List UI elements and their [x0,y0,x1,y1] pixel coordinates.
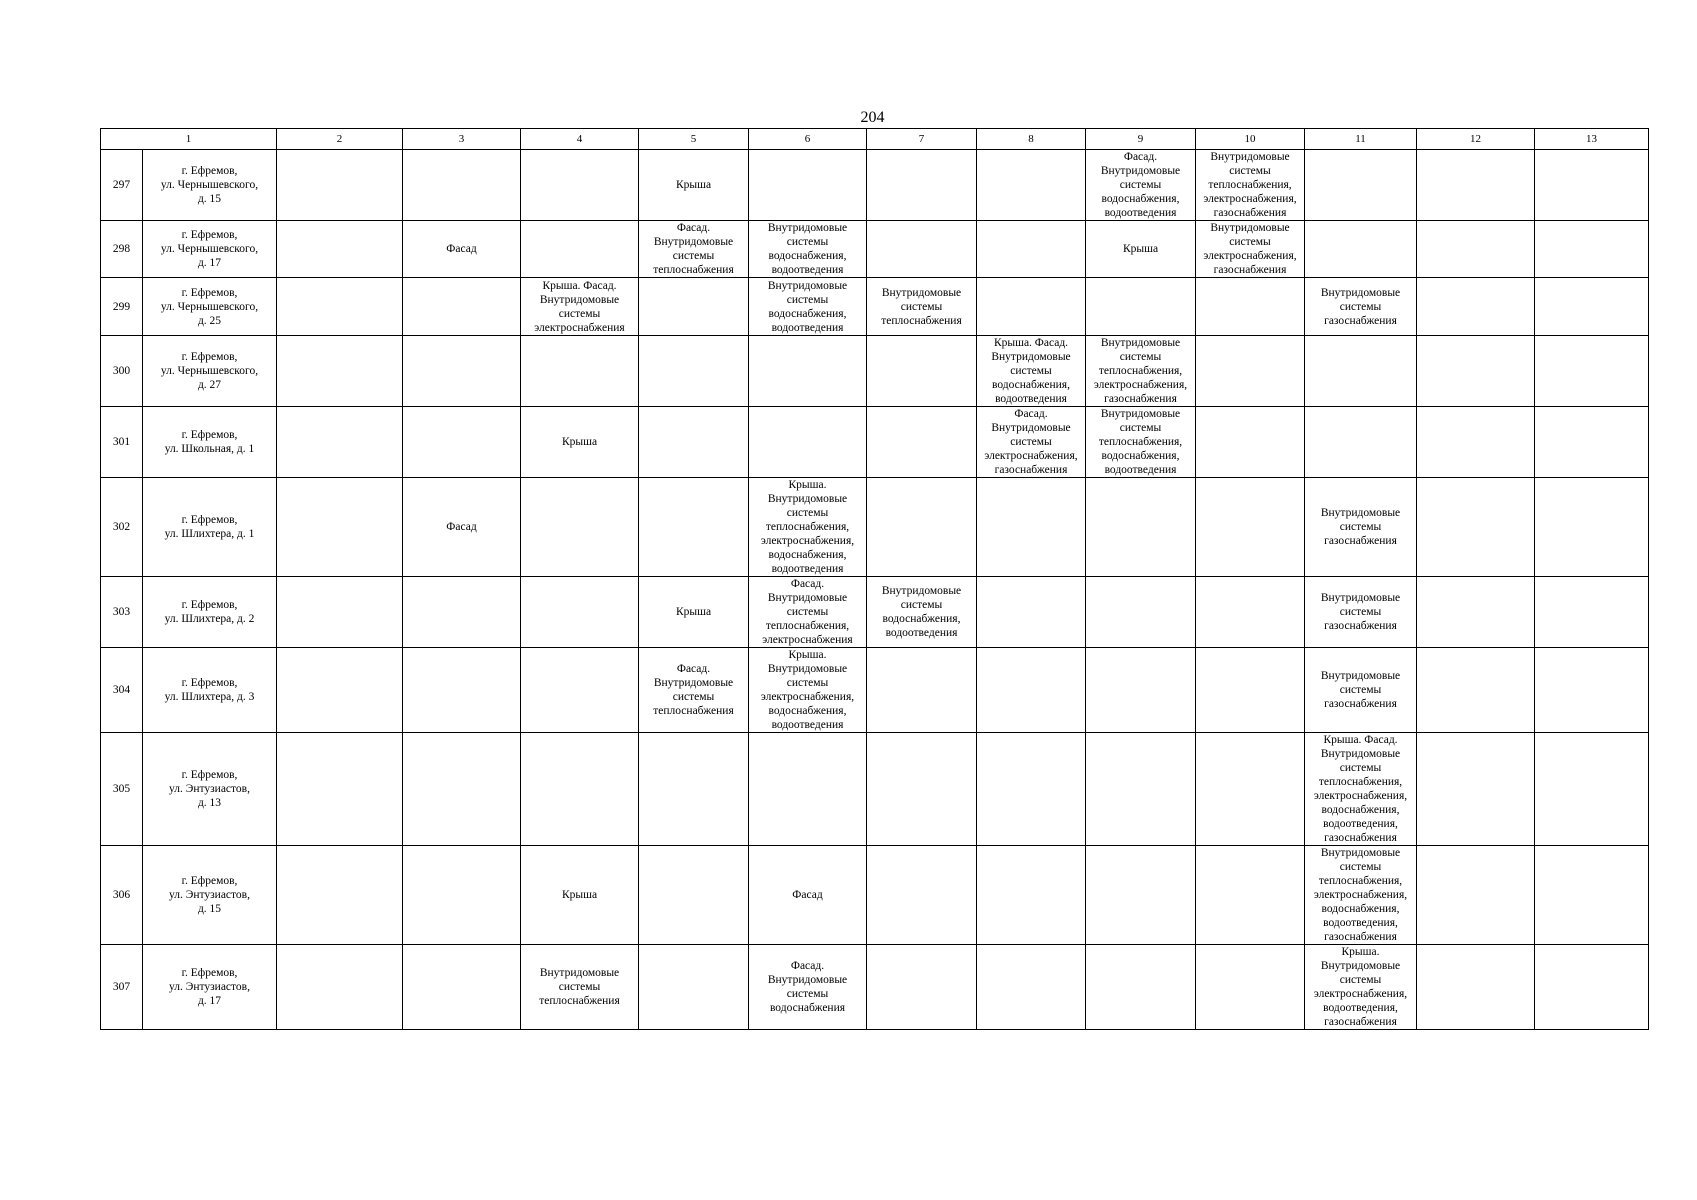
column-header: 4 [521,129,639,150]
work-cell-col-13 [1535,733,1649,846]
table-row [101,945,1649,1030]
column-header: 3 [403,129,521,150]
work-cell-col-10 [1196,478,1305,577]
work-cell-col-8 [977,221,1086,278]
row-number: 303 [101,577,143,648]
work-cell-col-10 [1196,648,1305,733]
work-cell-col-11: Крыша. Внутридомовые системы электроснабжения, водоотведения, газоснабжения [1305,945,1417,1030]
work-cell-col-9 [1086,478,1196,577]
work-cell-col-3 [403,945,521,1030]
address-cell: г. Ефремов, ул. Чернышевского, д. 17 [143,221,277,278]
work-cell-col-9 [1086,648,1196,733]
row-number: 302 [101,478,143,577]
work-cell-col-4 [521,221,639,278]
address-cell: г. Ефремов, ул. Школьная, д. 1 [143,407,277,478]
work-cell-col-5: Крыша [639,150,749,221]
work-cell-col-7 [867,150,977,221]
work-cell-col-11 [1305,221,1417,278]
work-cell-col-6: Фасад. Внутридомовые системы теплоснабжения, электроснабжения [749,577,867,648]
work-cell-col-4 [521,648,639,733]
work-cell-col-11: Крыша. Фасад. Внутридомовые системы теплоснабжения, электроснабжения, водоснабжения, водоотведения, газоснабжения [1305,733,1417,846]
work-cell-col-12 [1417,336,1535,407]
table-row [101,648,1649,733]
work-cell-col-5: Фасад. Внутридомовые системы теплоснабжения [639,648,749,733]
work-cell-col-7 [867,733,977,846]
address-cell: г. Ефремов, ул. Энтузиастов, д. 13 [143,733,277,846]
row-number: 300 [101,336,143,407]
work-cell-col-13 [1535,577,1649,648]
table-row [101,407,1649,478]
work-cell-col-6: Фасад [749,846,867,945]
work-cell-col-2 [277,733,403,846]
table-body [101,129,1649,1030]
work-cell-col-11: Внутридомовые системы газоснабжения [1305,278,1417,336]
work-cell-col-10: Внутридомовые системы теплоснабжения, электроснабжения, газоснабжения [1196,150,1305,221]
work-cell-col-3 [403,733,521,846]
work-cell-col-9 [1086,945,1196,1030]
table-row [101,336,1649,407]
address-cell: г. Ефремов, ул. Чернышевского, д. 27 [143,336,277,407]
work-cell-col-12 [1417,278,1535,336]
work-cell-col-6 [749,733,867,846]
work-cell-col-11: Внутридомовые системы газоснабжения [1305,648,1417,733]
work-cell-col-2 [277,407,403,478]
work-cell-col-11: Внутридомовые системы газоснабжения [1305,577,1417,648]
work-cell-col-13 [1535,407,1649,478]
work-cell-col-10 [1196,336,1305,407]
work-cell-col-13 [1535,478,1649,577]
work-cell-col-2 [277,478,403,577]
column-header: 1 [101,129,277,150]
work-cell-col-9: Крыша [1086,221,1196,278]
address-cell: г. Ефремов, ул. Шлихтера, д. 3 [143,648,277,733]
work-cell-col-7: Внутридомовые системы теплоснабжения [867,278,977,336]
work-cell-col-7 [867,945,977,1030]
work-cell-col-10 [1196,945,1305,1030]
column-header: 5 [639,129,749,150]
column-header: 11 [1305,129,1417,150]
header-row [101,129,1649,150]
table-row [101,733,1649,846]
work-cell-col-8 [977,278,1086,336]
table-row [101,278,1649,336]
row-number: 304 [101,648,143,733]
row-number: 305 [101,733,143,846]
work-cell-col-13 [1535,846,1649,945]
work-cell-col-6 [749,150,867,221]
work-cell-col-11: Внутридомовые системы газоснабжения [1305,478,1417,577]
row-number: 307 [101,945,143,1030]
row-number: 306 [101,846,143,945]
work-cell-col-2 [277,336,403,407]
work-cell-col-5 [639,846,749,945]
column-header: 6 [749,129,867,150]
work-cell-col-13 [1535,278,1649,336]
column-header: 12 [1417,129,1535,150]
work-cell-col-4 [521,150,639,221]
work-cell-col-5 [639,945,749,1030]
work-cell-col-10 [1196,577,1305,648]
work-cell-col-4 [521,733,639,846]
work-cell-col-3 [403,648,521,733]
work-cell-col-5: Крыша [639,577,749,648]
work-cell-col-3 [403,278,521,336]
work-cell-col-3 [403,407,521,478]
table-row [101,150,1649,221]
work-cell-col-9 [1086,278,1196,336]
work-cell-col-2 [277,945,403,1030]
work-cell-col-4: Крыша [521,846,639,945]
work-cell-col-7 [867,407,977,478]
work-cell-col-11 [1305,407,1417,478]
work-cell-col-5 [639,407,749,478]
work-cell-col-3: Фасад [403,221,521,278]
work-cell-col-2 [277,648,403,733]
work-cell-col-12 [1417,407,1535,478]
work-cell-col-7 [867,846,977,945]
address-cell: г. Ефремов, ул. Чернышевского, д. 25 [143,278,277,336]
work-cell-col-8 [977,577,1086,648]
work-cell-col-8 [977,648,1086,733]
row-number: 301 [101,407,143,478]
work-cell-col-7 [867,221,977,278]
table-row [101,478,1649,577]
work-cell-col-2 [277,221,403,278]
work-cell-col-8 [977,150,1086,221]
work-cell-col-4: Крыша [521,407,639,478]
column-header: 2 [277,129,403,150]
work-cell-col-13 [1535,945,1649,1030]
work-cell-col-6: Внутридомовые системы водоснабжения, водоотведения [749,221,867,278]
column-header: 10 [1196,129,1305,150]
work-cell-col-12 [1417,150,1535,221]
table-row [101,577,1649,648]
work-cell-col-4 [521,577,639,648]
work-cell-col-12 [1417,846,1535,945]
work-cell-col-3: Фасад [403,478,521,577]
table-row [101,846,1649,945]
column-header: 8 [977,129,1086,150]
work-cell-col-3 [403,846,521,945]
work-cell-col-2 [277,846,403,945]
work-cell-col-5: Фасад. Внутридомовые системы теплоснабжения [639,221,749,278]
work-cell-col-12 [1417,733,1535,846]
repair-schedule-table [100,128,1649,1030]
work-cell-col-8 [977,945,1086,1030]
work-cell-col-8: Крыша. Фасад. Внутридомовые системы водоснабжения, водоотведения [977,336,1086,407]
work-cell-col-9 [1086,577,1196,648]
work-cell-col-8 [977,733,1086,846]
column-header: 13 [1535,129,1649,150]
work-cell-col-6: Фасад. Внутридомовые системы водоснабжения [749,945,867,1030]
work-cell-col-5 [639,478,749,577]
work-cell-col-11: Внутридомовые системы теплоснабжения, электроснабжения, водоснабжения, водоотведения, газоснабжения [1305,846,1417,945]
work-cell-col-8 [977,478,1086,577]
work-cell-col-5 [639,733,749,846]
work-cell-col-2 [277,577,403,648]
work-cell-col-10 [1196,846,1305,945]
work-cell-col-11 [1305,150,1417,221]
work-cell-col-13 [1535,648,1649,733]
work-cell-col-4: Крыша. Фасад. Внутридомовые системы электроснабжения [521,278,639,336]
address-cell: г. Ефремов, ул. Энтузиастов, д. 15 [143,846,277,945]
work-cell-col-12 [1417,945,1535,1030]
work-cell-col-2 [277,150,403,221]
work-cell-col-4 [521,478,639,577]
work-cell-col-13 [1535,150,1649,221]
work-cell-col-9: Внутридомовые системы теплоснабжения, водоснабжения, водоотведения [1086,407,1196,478]
work-cell-col-6 [749,407,867,478]
work-cell-col-10 [1196,733,1305,846]
work-cell-col-9: Внутридомовые системы теплоснабжения, электроснабжения, газоснабжения [1086,336,1196,407]
work-cell-col-10 [1196,278,1305,336]
address-cell: г. Ефремов, ул. Шлихтера, д. 2 [143,577,277,648]
work-cell-col-7 [867,478,977,577]
work-cell-col-7 [867,336,977,407]
work-cell-col-7 [867,648,977,733]
work-cell-col-12 [1417,577,1535,648]
work-cell-col-13 [1535,221,1649,278]
work-cell-col-9 [1086,733,1196,846]
address-cell: г. Ефремов, ул. Чернышевского, д. 15 [143,150,277,221]
column-header: 9 [1086,129,1196,150]
column-header: 7 [867,129,977,150]
work-cell-col-6: Внутридомовые системы водоснабжения, водоотведения [749,278,867,336]
work-cell-col-7: Внутридомовые системы водоснабжения, водоотведения [867,577,977,648]
work-cell-col-5 [639,278,749,336]
work-cell-col-12 [1417,478,1535,577]
row-number: 299 [101,278,143,336]
work-cell-col-4 [521,336,639,407]
work-cell-col-6: Крыша. Внутридомовые системы теплоснабжения, электроснабжения, водоснабжения, водоотведения [749,478,867,577]
address-cell: г. Ефремов, ул. Энтузиастов, д. 17 [143,945,277,1030]
address-cell: г. Ефремов, ул. Шлихтера, д. 1 [143,478,277,577]
work-cell-col-13 [1535,336,1649,407]
work-cell-col-3 [403,150,521,221]
work-cell-col-3 [403,336,521,407]
table-row [101,221,1649,278]
row-number: 298 [101,221,143,278]
work-cell-col-10: Внутридомовые системы электроснабжения, газоснабжения [1196,221,1305,278]
page-number: 204 [860,109,885,126]
work-cell-col-3 [403,577,521,648]
work-cell-col-5 [639,336,749,407]
work-cell-col-10 [1196,407,1305,478]
work-cell-col-12 [1417,648,1535,733]
work-cell-col-6 [749,336,867,407]
work-cell-col-4: Внутридомовые системы теплоснабжения [521,945,639,1030]
work-cell-col-12 [1417,221,1535,278]
work-cell-col-9: Фасад. Внутридомовые системы водоснабжения, водоотведения [1086,150,1196,221]
row-number: 297 [101,150,143,221]
work-cell-col-9 [1086,846,1196,945]
work-cell-col-8: Фасад. Внутридомовые системы электроснабжения, газоснабжения [977,407,1086,478]
work-cell-col-2 [277,278,403,336]
work-cell-col-8 [977,846,1086,945]
work-cell-col-6: Крыша. Внутридомовые системы электроснабжения, водоснабжения, водоотведения [749,648,867,733]
work-cell-col-11 [1305,336,1417,407]
